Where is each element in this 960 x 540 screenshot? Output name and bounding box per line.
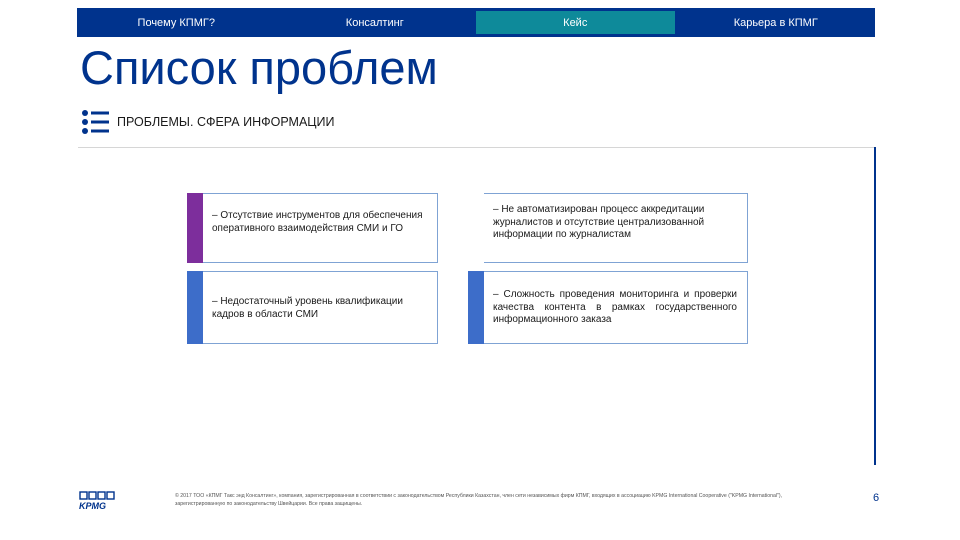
card-accent-bar — [468, 271, 484, 344]
nav-item-why-kpmg[interactable]: Почему КПМГ? — [137, 16, 215, 29]
page-title: Список проблем — [80, 41, 438, 94]
nav-item-consulting[interactable]: Консалтинг — [345, 16, 404, 29]
top-navigation — [77, 8, 875, 37]
problem-card-4 — [468, 271, 748, 344]
divider-line — [78, 147, 875, 148]
list-icon — [81, 109, 109, 135]
problem-card-2 — [468, 193, 748, 263]
problem-text: – Сложность проведения мониторинга и проверки качества контента в рамках государственного информационного заказа — [493, 289, 737, 325]
problem-text: – Недостаточный уровень квалификации кадров в области СМИ — [212, 296, 403, 320]
footer-legal-text: © 2017 ТОО «КПМГ Такс энд Консалтинг», компания, зарегистрированная в соответствии с законодательством Республики Казахстан, член сети независимых фирм КПМГ, входящих в ассоциацию KPMG International Cooperative ("KPMG International"), зарегистрированную по законодательству Швейцарии. Все права защищены. — [175, 493, 783, 507]
svg-text:KPMG: KPMG — [79, 501, 106, 511]
page-number: 6 — [873, 492, 880, 504]
card-accent-bar — [187, 271, 203, 344]
right-accent-line — [874, 147, 876, 465]
problem-text: – Не автоматизирован процесс аккредитации журналистов и отсутствие централизованной информации по журналистам — [493, 204, 705, 240]
problem-text: – Отсутствие инструментов для обеспечения оперативного взаимодействия СМИ и ГО — [212, 210, 423, 234]
card-accent-bar — [468, 193, 484, 263]
problem-card-1 — [187, 193, 438, 263]
nav-item-career[interactable]: Карьера в КПМГ — [733, 16, 818, 29]
kpmg-logo — [79, 491, 119, 511]
card-accent-bar — [187, 193, 203, 263]
problem-card-3 — [187, 271, 438, 344]
nav-item-case[interactable]: Кейс — [476, 11, 675, 34]
section-subtitle: ПРОБЛЕМЫ. СФЕРА ИНФОРМАЦИИ — [117, 115, 335, 129]
